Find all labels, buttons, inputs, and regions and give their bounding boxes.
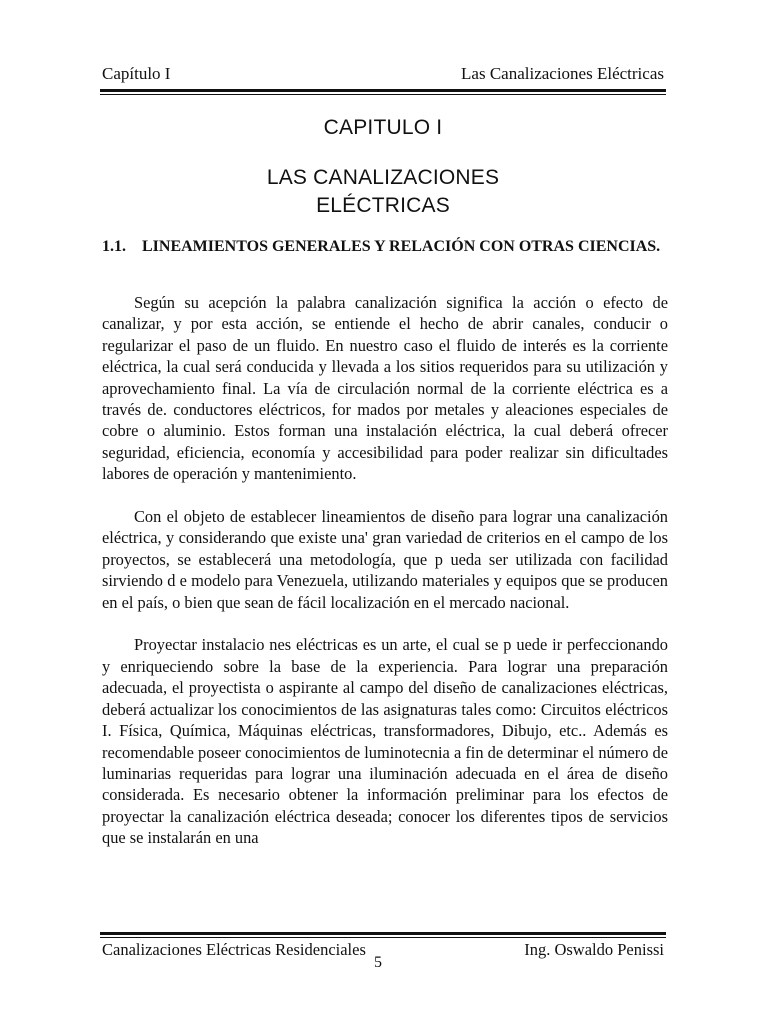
running-footer [102, 940, 664, 962]
paragraph-1: Según su acepción la palabra canalización significa la acción o efecto de canalizar, y por esta acción, se entiende el hecho de abrir canales, conducir o regularizar el paso de un fluido. En nuestro caso el fluido de interés es la corriente eléctrica, la cual será conducida y llevada a los sitios requeridos para su utilización y aprovechamiento final. La vía de circulación normal de la corriente eléctrica es a través de. conductores eléctricos, for mados por metales y aleaciones especiales de cobre o aluminio. Estos forman una instalación eléctrica, la cual deberá ofrecer seguridad, eficiencia, economía y accesibilidad para poder realizar sin dificultades labores de operación y mantenimiento. [102, 293, 668, 484]
running-header [102, 64, 664, 86]
chapter-number-title: CAPITULO I [323, 116, 443, 139]
paragraph-2: Con el objeto de establecer lineamientos de diseño para lograr una canalización eléctrica, y considerando que existe una' gran variedad de criterios en el campo de los proyectos, se establecerá una metodología, que p ueda ser utilizada con facilidad sirviendo d e modelo para Venezuela, utilizando materiales y equipos que se producen en el país, o bien que sean de fácil localización en el mercado nacional. [102, 507, 668, 612]
footer-book-title: Canalizaciones Eléctricas Residenciales [102, 940, 366, 959]
paragraph-3: Proyectar instalacio nes eléctricas es un arte, el cual se p uede ir perfeccionando y enriqueciendo sobre la base de la experiencia. Para lograr una preparación adecuada, el proyectista o aspirante al campo del diseño de canalizaciones eléctricas, deberá actualizar los conocimientos de las asignaturas tales como: Circuitos eléctricos I. Física, Química, Máquinas eléctricas, transformadores, Dibujo, etc.. Además es recomendable poseer conocimientos de luminotecnia a fin de determinar el número de luminarias requeridas para lograr una iluminación adecuada en el área de diseño considerada. Es necesario obtener la información preliminar para los efectos de proyectar la canalización eléctrica deseada; conocer los diferentes tipos de servicios que se instalarán en una [102, 635, 668, 848]
header-chapter-label: Capítulo I [102, 64, 171, 83]
section-heading [102, 236, 662, 257]
header-chapter-title: Las Canalizaciones Eléctricas [461, 64, 664, 83]
chapter-title-line-1: LAS CANALIZACIONES [266, 166, 500, 189]
header-rule-thin [100, 94, 666, 95]
footer-author: Ing. Oswaldo Penissi [524, 940, 664, 959]
chapter-title-line-2: ELÉCTRICAS [316, 194, 450, 217]
page-number: 5 [374, 954, 382, 971]
footer-rule-thin [100, 937, 666, 938]
body-text [102, 292, 668, 849]
header-rule-thick [100, 89, 666, 92]
footer-rule-thick [100, 932, 666, 935]
section-heading-text: LINEAMIENTOS GENERALES Y RELACIÓN CON OTRAS CIENCIAS. [142, 238, 661, 255]
section-number: 1.1. [102, 238, 126, 255]
